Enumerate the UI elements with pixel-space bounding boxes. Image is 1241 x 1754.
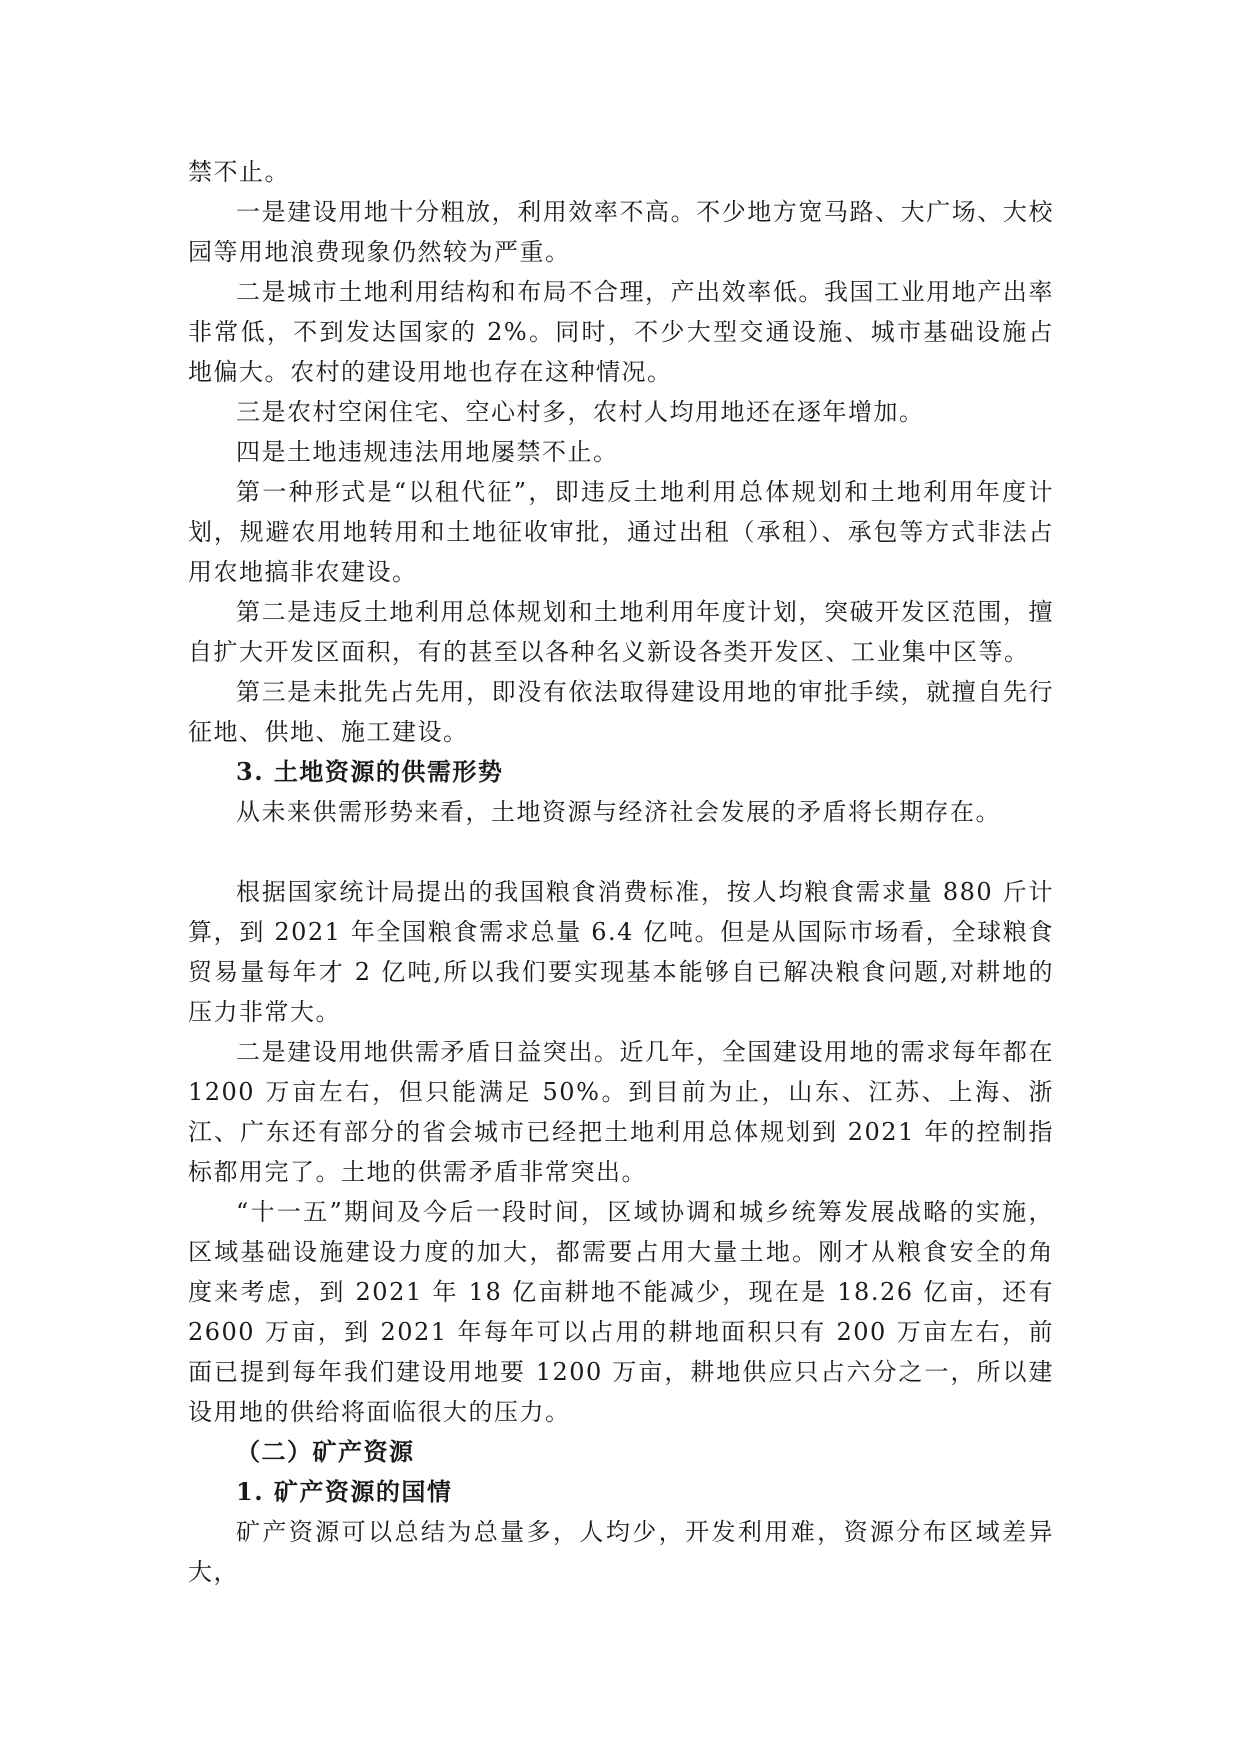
paragraph-construction-land-demand: 二是建设用地供需矛盾日益突出。近几年，全国建设用地的需求每年都在 1200 万亩左右，但只能满足 50%。到目前为止，山东、江苏、上海、浙江、广东还有部分的省会城市已经把土地利用总体规划到 2021 年的控制指标都用完了。土地的供需矛盾非常突出。 xyxy=(188,1038,1054,1186)
paragraph-form-two: 第二是违反土地利用总体规划和土地利用年度计划，突破开发区范围，擅自扩大开发区面积，有的甚至以各种名义新设各类开发区、工业集中区等。 xyxy=(188,598,1054,666)
paragraph-form-three: 第三是未批先占先用，即没有依法取得建设用地的审批手续，就擅自先行征地、供地、施工建设。 xyxy=(188,678,1054,746)
blank-line xyxy=(188,832,1054,872)
section-heading-land-supply-demand: 3. 土地资源的供需形势 xyxy=(236,757,504,786)
paragraph-rural-idle-housing: 三是农村空闲住宅、空心村多，农村人均用地还在逐年增加。 xyxy=(236,398,925,426)
paragraph-form-one: 第一种形式是“以租代征”，即违反土地利用总体规划和土地利用年度计划，规避农用地转用和土地征收审批，通过出租（承租）、承包等方式非法占用农地搞非农建设。 xyxy=(188,478,1054,586)
document-body xyxy=(188,152,1054,1592)
paragraph-urban-land-structure: 二是城市土地利用结构和布局不合理，产出效率低。我国工业用地产出率非常低，不到发达国家的 2%。同时，不少大型交通设施、城市基础设施占地偏大。农村的建设用地也存在这种情况。 xyxy=(188,278,1054,386)
section-heading-mineral-national-situation: 1. 矿产资源的国情 xyxy=(236,1477,453,1506)
paragraph-eleventh-five-year: “十一五”期间及今后一段时间，区域协调和城乡统筹发展战略的实施，区域基础设施建设力度的加大，都需要占用大量土地。刚才从粮食安全的角度来考虑，到 2021 年 18 亿亩耕地不能减少，现在是 18.26 亿亩，还有 2600 万亩，到 2021 年每年可以占用的耕地面积只有 200 万亩左右，前面已提到每年我们建设用地要 1200 万亩，耕地供应只占六分之一，所以建设用地的供给将面临很大的压力。 xyxy=(188,1198,1054,1426)
paragraph-illegal-land-use: 四是土地违规违法用地屡禁不止。 xyxy=(236,438,619,466)
paragraph-construction-land-extensive: 一是建设用地十分粗放，利用效率不高。不少地方宽马路、大广场、大校园等用地浪费现象仍然较为严重。 xyxy=(188,198,1054,266)
section-heading-mineral-resources: （二）矿产资源 xyxy=(236,1437,415,1466)
paragraph-grain-demand: 根据国家统计局提出的我国粮食消费标准，按人均粮食需求量 880 斤计算，到 2021 年全国粮食需求总量 6.4 亿吨。但是从国际市场看，全球粮食贸易量每年才 2 亿吨,所以我们要实现基本能够自已解决粮食问题,对耕地的压力非常大。 xyxy=(188,878,1054,1026)
paragraph-future-outlook: 从未来供需形势来看，土地资源与经济社会发展的矛盾将长期存在。 xyxy=(236,798,1001,826)
paragraph-continuation: 禁不止。 xyxy=(188,158,290,186)
paragraph-mineral-summary: 矿产资源可以总结为总量多，人均少，开发利用难，资源分布区域差异大， xyxy=(188,1518,1054,1586)
